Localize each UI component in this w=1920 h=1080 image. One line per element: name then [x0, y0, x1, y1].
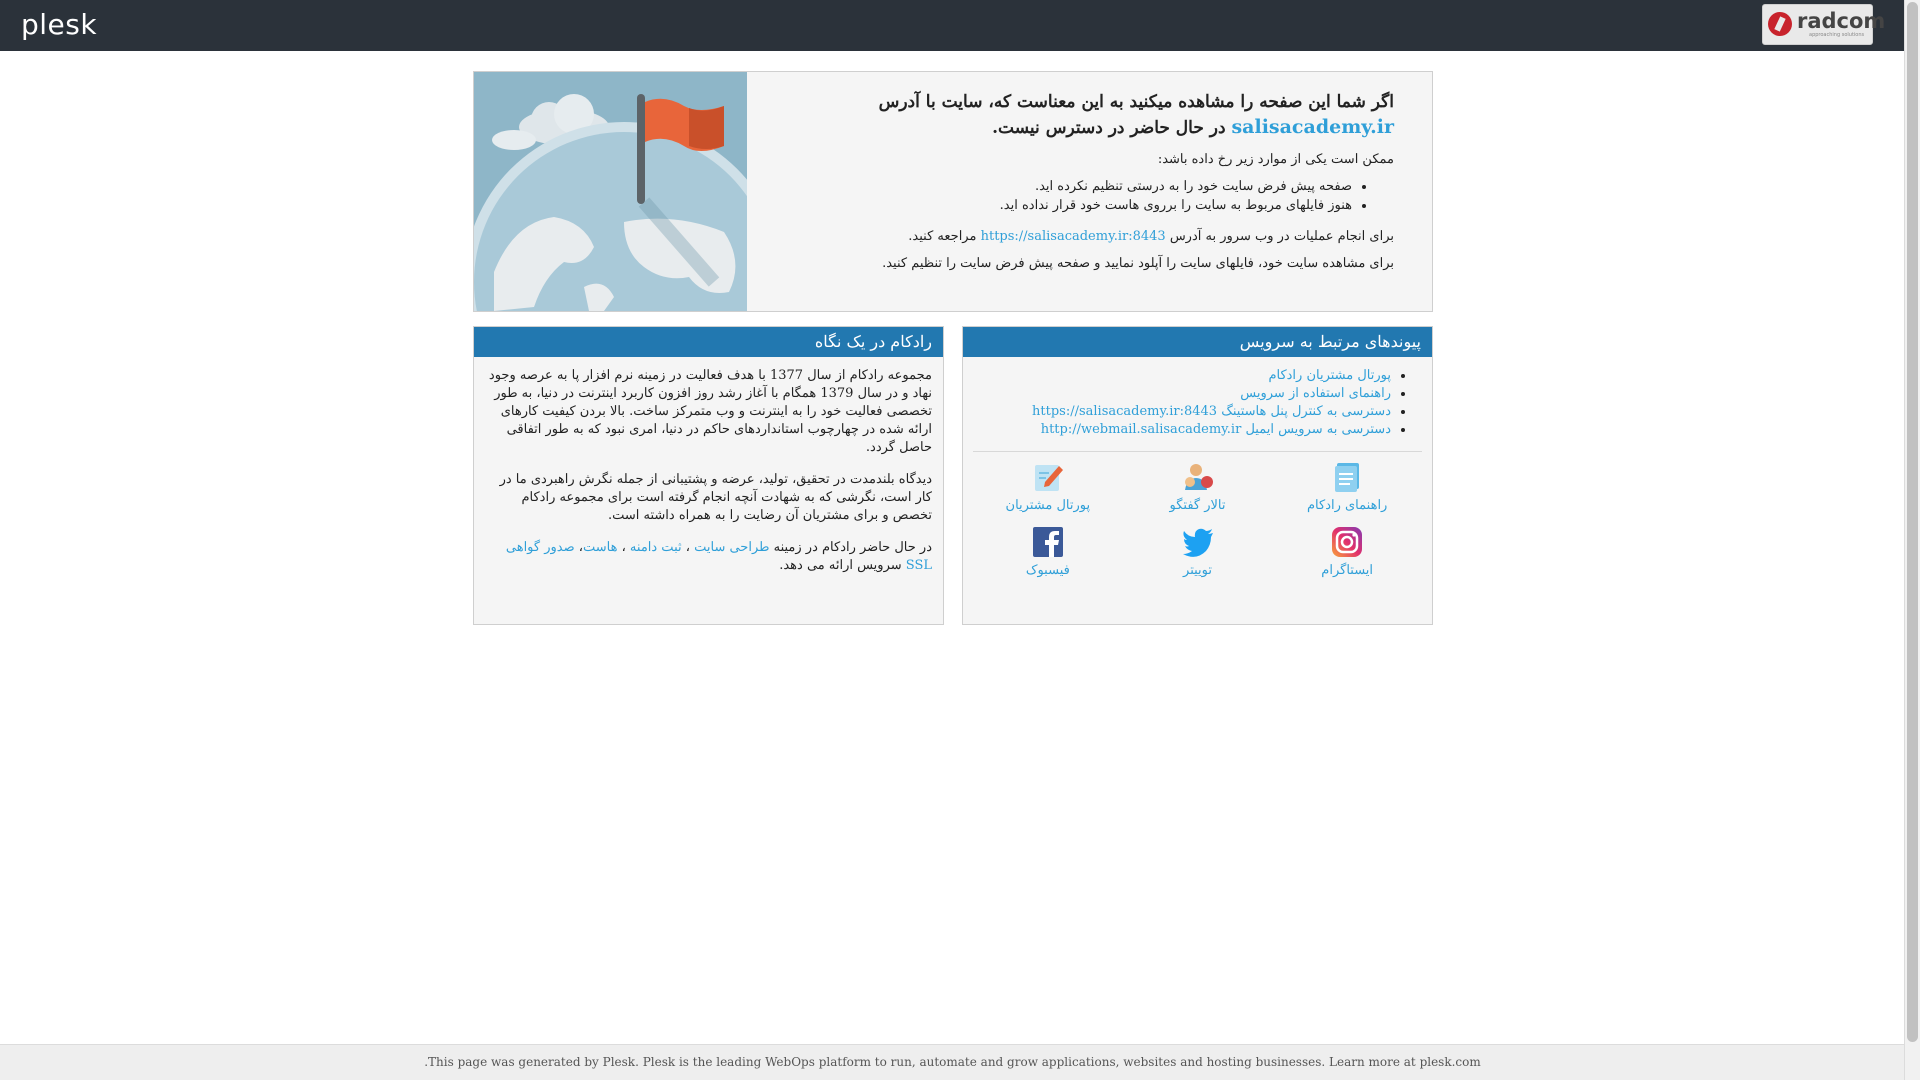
panel-line-before: برای انجام عملیات در وب سرور به آدرس	[1169, 229, 1394, 244]
twitter-icon	[1181, 525, 1215, 559]
separator: ،	[681, 540, 695, 555]
reason-item: • صفحه پیش فرض سایت خود را به درستی تنظیم نکرده اید.	[794, 178, 1352, 195]
tile-label: تالار گفتگو	[1169, 498, 1226, 513]
panel-access-line	[794, 228, 1394, 245]
webmail-link-text: دسترسی به سرویس ایمیل	[1245, 422, 1391, 437]
reason-item: • هنوز فایلهای مربوط به سایت را برروی هاست خود قرار نداده اید.	[794, 197, 1352, 214]
about-paragraph-2: دیدگاه بلندمدت در تحقیق، تولید، عرضه و پشتیبانی از جمله نگرش راهبردی ما در کار است، نگرشی که به شهادت آنچه انجام گرفته است برای مجموعه رادکام تخصص و برای مشتریان آن رضایت را به همراه داشته است.	[499, 472, 932, 523]
plesk-logo[interactable]: plesk	[21, 8, 98, 41]
instagram-icon	[1330, 525, 1364, 559]
main-content	[473, 71, 1433, 625]
hosting-panel-link-text: دسترسی به کنترل پنل هاستینگ	[1221, 404, 1391, 419]
hero-intro: ممکن است یکی از موارد زیر رخ داده باشد:	[1157, 152, 1394, 167]
panel-url-link[interactable]: https://salisacademy.ir:8443	[980, 229, 1166, 244]
tile-customer-portal[interactable]	[973, 460, 1123, 515]
radcom-logo-text: radcom	[1797, 9, 1886, 33]
services-prefix: در حال حاضر رادکام در زمینه	[773, 540, 932, 555]
webmail-url: http://webmail.salisacademy.ir	[1040, 422, 1242, 437]
tile-label: فیسبوک	[1025, 563, 1070, 578]
tile-radcom-guide[interactable]	[1272, 460, 1422, 515]
about-paragraph-1: مجموعه رادکام از سال 1377 با هدف فعالیت در زمینه نرم افزار پا به عرصه وجود نهاد و در سال 1379 همگام با آغاز رشد روز افزون کاربرد اینترنت در دنیا، به طور تخصصی فعالیت خود را به اینترنت و وب متمرکز ساخت. بالا بردن کیفیت کارهای ارائه شده در چهارچوب استانداردهای حاکم در دنیا، امری نبود که به طور اتفاقی حاصل گردد.	[488, 368, 932, 455]
services-suffix: سرویس ارائه می دهد.	[779, 558, 902, 573]
radcom-tagline: approaching solutions	[1809, 32, 1865, 38]
list-item	[963, 367, 1391, 385]
book-icon	[1330, 460, 1364, 494]
facebook-icon	[1031, 525, 1065, 559]
service-ssl-link[interactable]: صدور گواهی SSL	[505, 540, 932, 573]
list-item	[963, 403, 1391, 421]
service-hosting-link[interactable]: هاست	[582, 540, 618, 555]
tile-label: ایستاگرام	[1321, 563, 1374, 578]
about-body	[474, 357, 943, 575]
tile-instagram[interactable]	[1272, 525, 1422, 580]
forum-icon	[1181, 460, 1215, 494]
related-links-body	[963, 357, 1432, 580]
hosting-panel-url: https://salisacademy.ir:8443	[1032, 404, 1218, 419]
service-web-design-link[interactable]: طراحی سایت	[694, 540, 770, 555]
about-title: رادکام در یک نگاه	[474, 327, 943, 357]
webmail-link[interactable]	[1041, 422, 1391, 437]
about-services	[485, 539, 932, 575]
edit-icon	[1031, 460, 1065, 494]
hero-title-after: در حال حاضر در دسترس نیست.	[992, 118, 1226, 138]
list-item	[963, 421, 1391, 439]
customer-portal-link[interactable]: پورتال مشتریان رادکام	[1268, 368, 1391, 383]
service-domain-link[interactable]: ثبت دامنه	[629, 540, 682, 555]
tile-facebook[interactable]	[973, 525, 1123, 580]
panels-row	[473, 326, 1433, 625]
tile-forum[interactable]	[1123, 460, 1273, 515]
related-links-title: پیوندهای مرتبط به سرویس	[963, 327, 1432, 357]
scrollbar-thumb[interactable]	[1907, 2, 1918, 1042]
radcom-logo[interactable]	[1762, 4, 1886, 45]
divider	[973, 451, 1422, 452]
hero-title-before: اگر شما این صفحه را مشاهده میکنید به این معناست که، سایت با آدرس	[878, 92, 1394, 112]
related-links-panel	[962, 326, 1433, 625]
hero-panel	[473, 71, 1433, 312]
separator: ،	[617, 540, 630, 555]
reasons-list	[794, 178, 1394, 214]
top-bar	[0, 0, 1905, 51]
tile-label: پورتال مشتریان	[1005, 498, 1091, 513]
separator: ،	[574, 540, 583, 555]
service-guide-link[interactable]: راهنمای استفاده از سرویس	[1240, 386, 1391, 401]
tile-label: توییتر	[1183, 563, 1212, 578]
hero-text	[794, 90, 1394, 282]
tile-twitter[interactable]	[1123, 525, 1273, 580]
globe-flag-illustration	[474, 72, 747, 311]
related-links-list	[963, 357, 1432, 439]
hosting-panel-link[interactable]	[1032, 404, 1391, 419]
list-item	[963, 385, 1391, 403]
hero-title	[794, 90, 1394, 141]
service-tiles	[963, 460, 1432, 580]
radcom-mark-icon	[1768, 12, 1792, 36]
domain-link[interactable]: salisacademy.ir	[1231, 116, 1394, 138]
about-panel	[473, 326, 944, 625]
panel-line-after: مراجعه کنید.	[908, 229, 977, 244]
vertical-scrollbar[interactable]	[1904, 0, 1920, 1080]
upload-line: برای مشاهده سایت خود، فایلهای سایت را آپلود نمایید و صفحه پیش فرض سایت را تنظیم کنید.	[882, 256, 1394, 271]
footer: This page was generated by Plesk. Plesk is the leading WebOps platform to run, automate and grow applications, websites and hosting businesses. Learn more at plesk.com.	[0, 1044, 1905, 1080]
tile-label: راهنمای رادکام	[1307, 498, 1388, 513]
